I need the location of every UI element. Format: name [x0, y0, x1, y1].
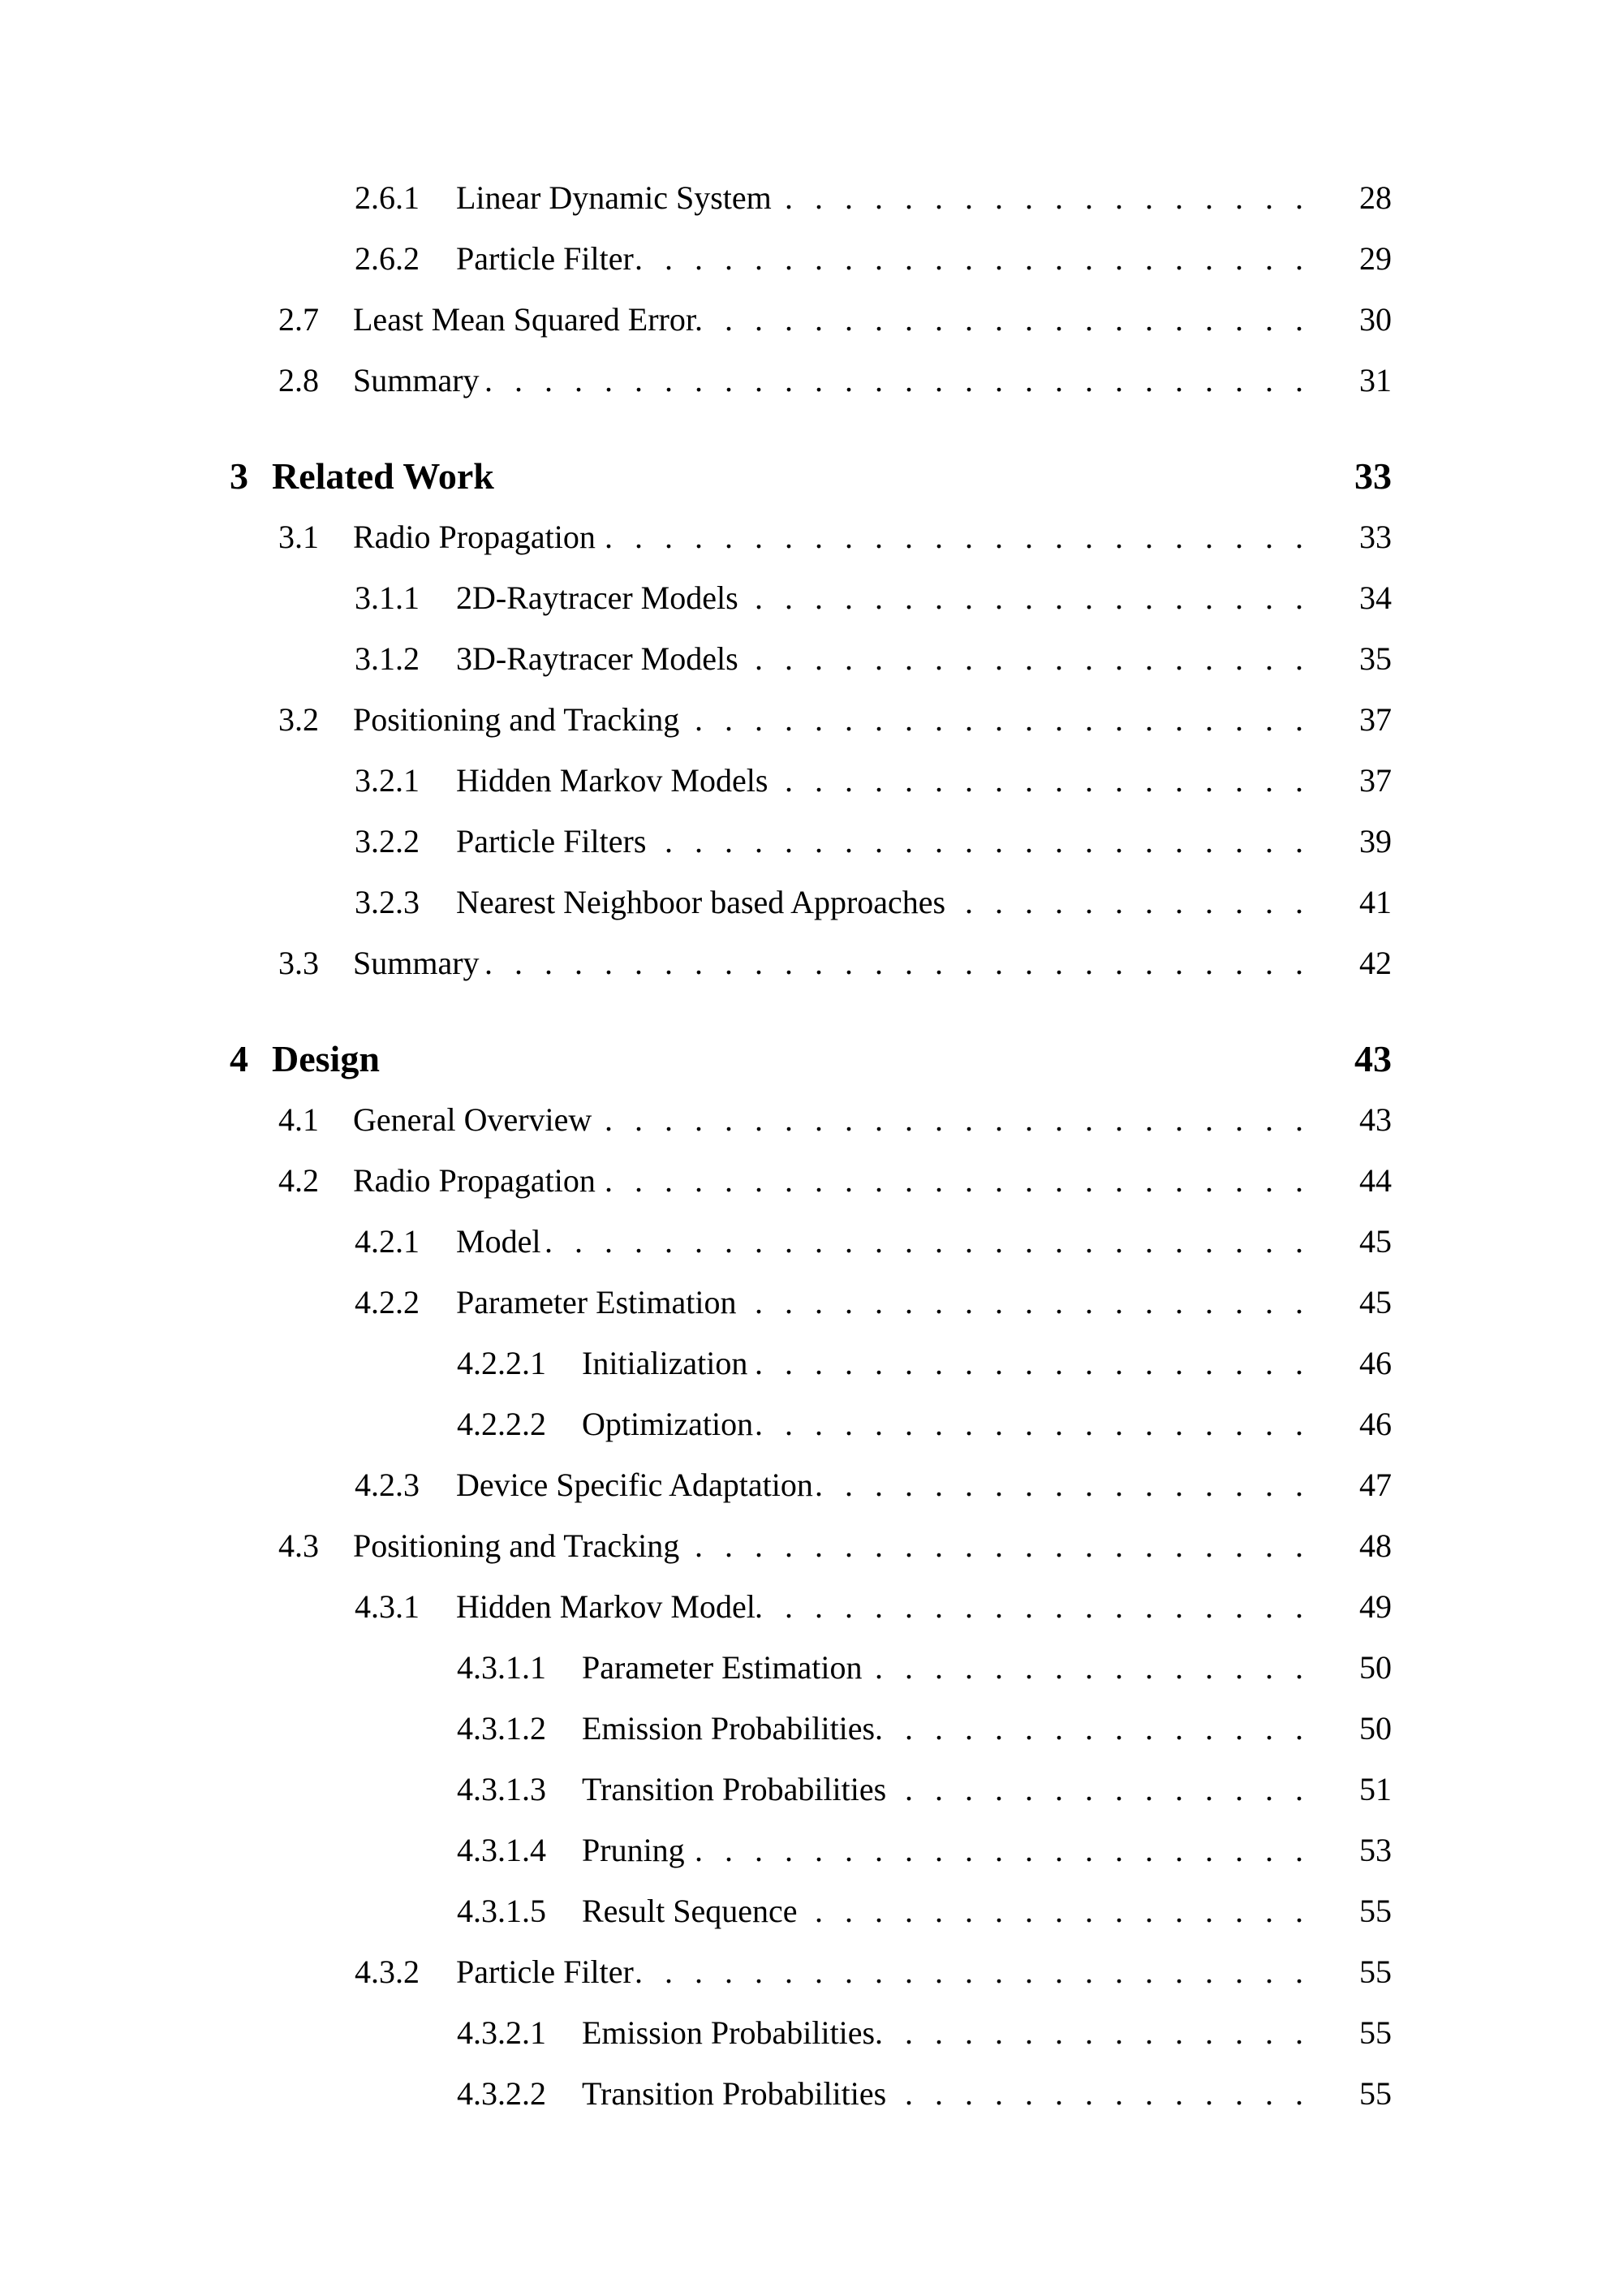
toc-dot-leader — [480, 933, 1325, 993]
toc-entry-number: 4.3.1.1 — [457, 1649, 546, 1686]
toc-entry-page: 55 — [1359, 1893, 1392, 1929]
toc-entry-2.6.1 — [0, 167, 1623, 228]
toc-entry-page: 37 — [1359, 701, 1392, 738]
toc-entry-3.2.1 — [0, 750, 1623, 811]
toc-entry-page: 44 — [1359, 1162, 1392, 1199]
toc-entry-number: 4.3.1.5 — [457, 1893, 546, 1929]
toc-entry-page: 33 — [1359, 519, 1392, 555]
toc-entry-page: 55 — [1359, 2014, 1392, 2051]
toc-entry-title: Pruning — [582, 1832, 685, 1868]
toc-dot-leader — [875, 2002, 1325, 2063]
toc-entry-2.7 — [0, 289, 1623, 350]
toc-dot-leader — [753, 1394, 1325, 1454]
leader-dots — [646, 823, 1325, 859]
toc-entry-2.8 — [0, 350, 1623, 411]
toc-entry-page: 33 — [1354, 455, 1392, 497]
toc-entry-page: 41 — [1359, 884, 1392, 920]
leader-dots — [862, 1649, 1325, 1686]
toc-entry-number: 2.6.2 — [355, 240, 420, 277]
toc-entry-title: Initialization — [582, 1345, 748, 1381]
toc-dot-leader — [634, 1941, 1325, 2002]
leader-dots — [634, 1954, 1325, 1990]
toc-entry-page: 29 — [1359, 240, 1392, 277]
toc-entry-number: 4.3.1 — [355, 1588, 420, 1625]
leader-dots — [945, 884, 1325, 920]
toc-entry-page: 35 — [1359, 640, 1392, 677]
toc-entry-page: 30 — [1359, 301, 1392, 338]
leader-dots — [756, 1588, 1325, 1625]
toc-entry-title: Transition Probabilities — [582, 2075, 887, 2112]
toc-entry-title: Summary — [353, 945, 480, 981]
toc-dot-leader — [886, 1759, 1325, 1820]
toc-entry-number: 3.3 — [278, 945, 319, 981]
toc-entry-page: 45 — [1359, 1223, 1392, 1260]
toc-entry-title: Emission Probabilities — [582, 2014, 876, 2051]
toc-entry-number: 4.3.2 — [355, 1954, 420, 1990]
toc-entry-4 — [0, 1028, 1623, 1089]
toc-dot-leader — [736, 1272, 1325, 1333]
toc-entry-title: Optimization — [582, 1406, 754, 1442]
toc-dot-leader — [738, 628, 1325, 689]
toc-entry-number: 4.3.1.2 — [457, 1710, 546, 1747]
toc-entry-page: 55 — [1359, 1954, 1392, 1990]
toc-entry-number: 3.2 — [278, 701, 319, 738]
toc-entry-4.2.2.2 — [0, 1394, 1623, 1454]
toc-entry-4.3 — [0, 1515, 1623, 1576]
toc-entry-number: 4.2.2.1 — [457, 1345, 546, 1381]
toc-entry-number: 4.3.1.3 — [457, 1771, 546, 1807]
toc-entry-page: 55 — [1359, 2075, 1392, 2112]
leader-dots — [685, 1832, 1325, 1868]
toc-entry-number: 3 — [230, 455, 248, 497]
toc-entry-title: Positioning and Tracking — [353, 1527, 680, 1564]
toc-entry-number: 4.2.2.2 — [457, 1406, 546, 1442]
toc-dot-leader — [862, 1637, 1325, 1698]
toc-entry-3.1 — [0, 506, 1623, 567]
toc-dot-leader — [738, 567, 1325, 628]
toc-entry-title: 3D-Raytracer Models — [456, 640, 738, 677]
leader-dots — [736, 1284, 1325, 1320]
toc-dot-leader — [945, 872, 1325, 933]
toc-entry-page: 49 — [1359, 1588, 1392, 1625]
toc-entry-page: 45 — [1359, 1284, 1392, 1320]
toc-dot-leader — [756, 1576, 1325, 1637]
toc-entry-number: 3.1.2 — [355, 640, 420, 677]
toc-entry-4.2.2.1 — [0, 1333, 1623, 1394]
leader-dots — [886, 1771, 1325, 1807]
toc-entry-number: 4.3.2.2 — [457, 2075, 546, 2112]
toc-entry-title: Emission Probabilities — [582, 1710, 876, 1747]
toc-entry-page: 31 — [1359, 362, 1392, 398]
toc-entry-title: Hidden Markov Models — [456, 762, 768, 799]
toc-dot-leader — [747, 1333, 1325, 1394]
toc-entry-page: 48 — [1359, 1527, 1392, 1564]
leader-dots — [768, 762, 1325, 799]
toc-entry-number: 4.1 — [278, 1101, 319, 1138]
toc-dot-leader — [679, 1515, 1325, 1576]
toc-entry-title: Design — [272, 1038, 380, 1079]
toc-entry-title: Related Work — [272, 455, 494, 497]
toc-dot-leader — [813, 1454, 1325, 1515]
toc-entry-3.2 — [0, 689, 1623, 750]
leader-dots — [753, 1406, 1325, 1442]
toc-dot-leader — [685, 1820, 1325, 1880]
toc-dot-leader — [596, 1150, 1325, 1211]
leader-dots — [480, 362, 1325, 398]
toc-entry-title: Radio Propagation — [353, 519, 596, 555]
leader-dots — [886, 2075, 1325, 2112]
toc-entry-page: 50 — [1359, 1649, 1392, 1686]
toc-entry-number: 2.6.1 — [355, 179, 420, 216]
toc-entry-title: Nearest Neighboor based Approaches — [456, 884, 946, 920]
toc-entry-number: 4 — [230, 1038, 248, 1079]
toc-entry-page: 39 — [1359, 823, 1392, 859]
toc-entry-3.2.2 — [0, 811, 1623, 872]
toc-entry-2.6.2 — [0, 228, 1623, 289]
toc-entry-title: 2D-Raytracer Models — [456, 579, 738, 616]
toc-entry-3 — [0, 446, 1623, 506]
toc-dot-leader — [480, 350, 1325, 411]
toc-entry-4.3.2 — [0, 1941, 1623, 2002]
toc-entry-number: 3.2.2 — [355, 823, 420, 859]
toc-entry-page: 53 — [1359, 1832, 1392, 1868]
toc-dot-leader — [596, 506, 1325, 567]
leader-dots — [696, 301, 1325, 338]
toc-entry-page: 42 — [1359, 945, 1392, 981]
toc-entry-page: 37 — [1359, 762, 1392, 799]
toc-entry-3.1.1 — [0, 567, 1623, 628]
toc-dot-leader — [592, 1089, 1325, 1150]
toc-dot-leader — [768, 750, 1325, 811]
toc-dot-leader — [886, 2063, 1325, 2124]
toc-entry-4.2.2 — [0, 1272, 1623, 1333]
toc-entry-4.3.2.2 — [0, 2063, 1623, 2124]
leader-dots — [875, 1710, 1325, 1747]
toc-entry-4.1 — [0, 1089, 1623, 1150]
toc-entry-number: 4.3.1.4 — [457, 1832, 546, 1868]
leader-dots — [738, 579, 1325, 616]
leader-dots — [813, 1467, 1325, 1503]
leader-dots — [540, 1223, 1325, 1260]
leader-dots — [679, 1527, 1325, 1564]
toc-dot-leader — [798, 1880, 1326, 1941]
toc-entry-3.1.2 — [0, 628, 1623, 689]
toc-entry-4.3.1.2 — [0, 1698, 1623, 1759]
leader-dots — [596, 519, 1325, 555]
toc-entry-4.2.1 — [0, 1211, 1623, 1272]
toc-entry-number: 4.2.2 — [355, 1284, 420, 1320]
leader-dots — [747, 1345, 1325, 1381]
toc-entry-title: Linear Dynamic System — [456, 179, 772, 216]
toc-entry-page: 28 — [1359, 179, 1392, 216]
toc-entry-page: 34 — [1359, 579, 1392, 616]
toc-entry-4.3.1.3 — [0, 1759, 1623, 1820]
toc-entry-3.3 — [0, 933, 1623, 993]
leader-dots — [480, 945, 1325, 981]
toc-dot-leader — [679, 689, 1325, 750]
toc-entry-number: 3.2.1 — [355, 762, 420, 799]
toc-entry-title: Particle Filter — [456, 1954, 634, 1990]
toc-entry-page: 46 — [1359, 1345, 1392, 1381]
toc-entry-number: 4.3.2.1 — [457, 2014, 546, 2051]
toc-entry-title: Device Specific Adaptation — [456, 1467, 813, 1503]
toc-dot-leader — [540, 1211, 1325, 1272]
leader-dots — [738, 640, 1325, 677]
toc-entry-title: Radio Propagation — [353, 1162, 596, 1199]
leader-dots — [592, 1101, 1325, 1138]
toc-entry-title: Parameter Estimation — [582, 1649, 863, 1686]
toc-entry-number: 4.3 — [278, 1527, 319, 1564]
toc-entry-4.3.1.1 — [0, 1637, 1623, 1698]
toc-entry-number: 3.1 — [278, 519, 319, 555]
toc-entry-number: 2.8 — [278, 362, 319, 398]
toc-entry-3.2.3 — [0, 872, 1623, 933]
toc-entry-number: 4.2.1 — [355, 1223, 420, 1260]
toc-dot-leader — [646, 811, 1325, 872]
toc-entry-4.2 — [0, 1150, 1623, 1211]
leader-dots — [679, 701, 1325, 738]
toc-entry-page: 50 — [1359, 1710, 1392, 1747]
toc-entry-title: Model — [456, 1223, 541, 1260]
toc-entry-number: 3.1.1 — [355, 579, 420, 616]
toc-entry-title: Parameter Estimation — [456, 1284, 737, 1320]
toc-entry-4.3.1.4 — [0, 1820, 1623, 1880]
toc-entry-title: Transition Probabilities — [582, 1771, 887, 1807]
toc-entry-4.2.3 — [0, 1454, 1623, 1515]
toc-entry-title: Positioning and Tracking — [353, 701, 680, 738]
toc-entry-page: 46 — [1359, 1406, 1392, 1442]
leader-dots — [772, 179, 1325, 216]
toc-entry-title: Least Mean Squared Error — [353, 301, 697, 338]
toc-entry-title: General Overview — [353, 1101, 592, 1138]
toc-entry-4.3.1.5 — [0, 1880, 1623, 1941]
leader-dots — [596, 1162, 1325, 1199]
toc-dot-leader — [696, 289, 1325, 350]
toc-entry-title: Summary — [353, 362, 480, 398]
toc-entry-number: 4.2 — [278, 1162, 319, 1199]
toc-entry-title: Particle Filter — [456, 240, 634, 277]
toc-entry-number: 2.7 — [278, 301, 319, 338]
toc-entry-page: 43 — [1354, 1038, 1392, 1079]
leader-dots — [798, 1893, 1326, 1929]
toc-entry-title: Hidden Markov Model — [456, 1588, 756, 1625]
toc-entry-4.3.1 — [0, 1576, 1623, 1637]
toc-entry-title: Particle Filters — [456, 823, 647, 859]
toc-dot-leader — [772, 167, 1325, 228]
toc-entry-page: 47 — [1359, 1467, 1392, 1503]
toc-entry-title: Result Sequence — [582, 1893, 798, 1929]
toc-dot-leader — [875, 1698, 1325, 1759]
toc-entry-number: 4.2.3 — [355, 1467, 420, 1503]
toc-entry-page: 43 — [1359, 1101, 1392, 1138]
toc-entry-4.3.2.1 — [0, 2002, 1623, 2063]
leader-dots — [634, 240, 1325, 277]
toc-entry-number: 3.2.3 — [355, 884, 420, 920]
leader-dots — [875, 2014, 1325, 2051]
toc-dot-leader — [634, 228, 1325, 289]
toc-entry-page: 51 — [1359, 1771, 1392, 1807]
